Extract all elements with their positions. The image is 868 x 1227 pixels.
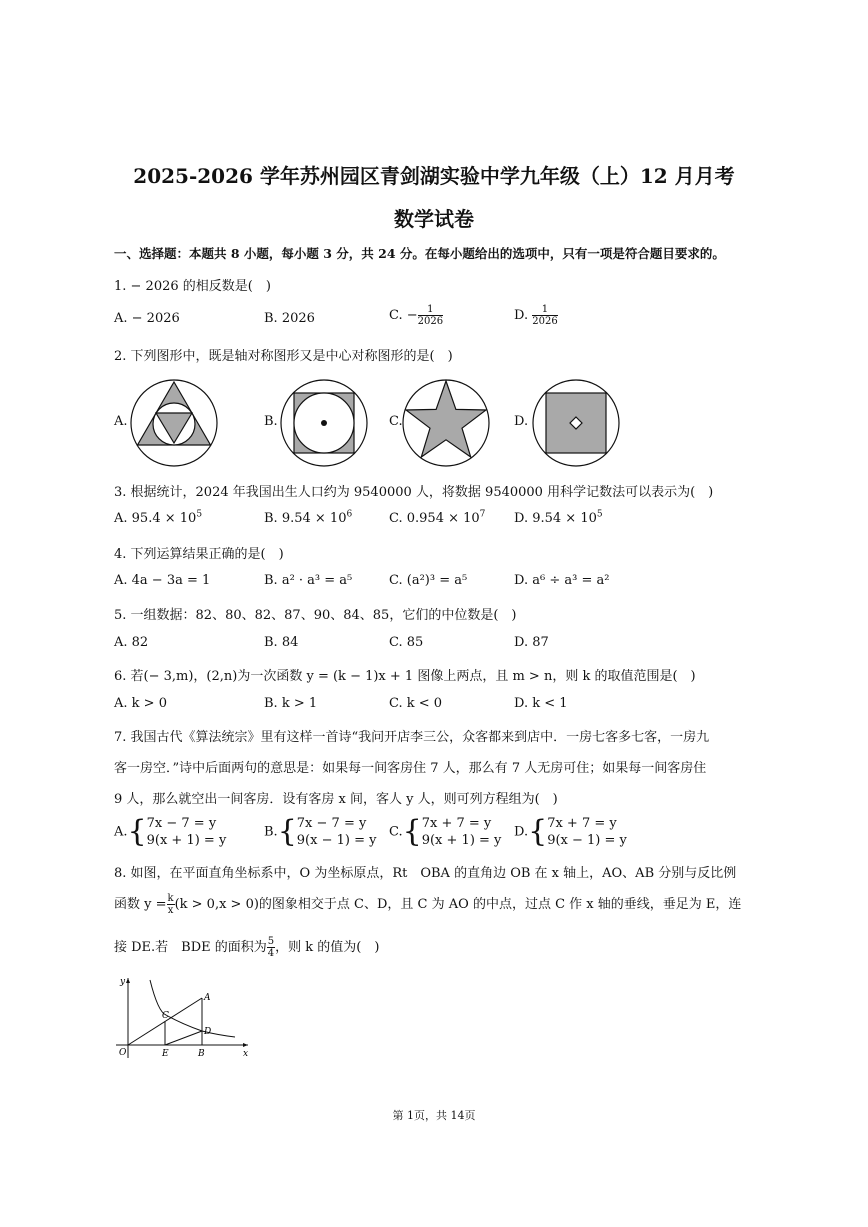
- q2-option-c-label: C.: [389, 414, 403, 429]
- label-x: x: [243, 1049, 249, 1059]
- question-2-stem: 2. 下列图形中，既是轴对称图形又是中心对称图形的是( ): [114, 349, 453, 364]
- exponent: 5: [596, 509, 603, 520]
- equation-2: 9(x − 1) = y: [296, 833, 377, 848]
- page-subtitle: 数学试卷: [394, 207, 474, 231]
- page-title: 2025-2026 学年苏州园区青剑湖实验中学九年级（上）12 月月考: [133, 164, 735, 188]
- question-3-stem: 3. 根据统计，2024 年我国出生人口约为 9540000 人，将数据 9540000 用科学记数法可以表示为( ): [114, 485, 714, 500]
- q2-figure-d: [530, 377, 622, 469]
- page-footer: 第 1页，共 14页: [392, 1109, 476, 1122]
- section-heading: 一、选择题：本题共 8 小题，每小题 3 分，共 24 分。在每小题给出的选项中，只有一项是符合题目要求的。: [114, 246, 725, 261]
- q6-option-d: D. k < 1: [514, 696, 568, 711]
- q7-option-a: [114, 815, 226, 849]
- label-e: E: [162, 1049, 169, 1059]
- q5-option-b: B. 84: [264, 635, 299, 650]
- label-c: C: [162, 1011, 169, 1021]
- question-8-line-2: [114, 893, 741, 916]
- segment-de: [165, 1031, 202, 1045]
- q6-option-b: B. k > 1: [264, 696, 318, 711]
- exponent: 5: [196, 509, 203, 520]
- label-d: D: [204, 1027, 212, 1037]
- question-4-stem: 4. 下列运算结果正确的是( ): [114, 547, 284, 562]
- q1-option-d-prefix: D.: [514, 308, 533, 323]
- q1-option-c-prefix: C. −: [389, 308, 418, 323]
- equation-1: 7x + 7 = y: [421, 816, 492, 831]
- text-segment: ，则 k 的值为( ): [275, 940, 380, 955]
- equation-2: 9(x + 1) = y: [146, 833, 227, 848]
- equation-system: [297, 815, 377, 849]
- fraction-numerator: 1: [418, 304, 443, 316]
- label-y: y: [120, 977, 126, 987]
- q2-figure-a: [128, 377, 220, 469]
- q1-option-c-fraction: [418, 304, 443, 327]
- q5-option-c: C. 85: [389, 635, 424, 650]
- brace-icon: {: [127, 814, 147, 849]
- question-8-line-1: 8. 如图，在平面直角坐标系中，O 为坐标原点，Rt OBA 的直角边 OB 在 x 轴上，AO、AB 分别与反比例: [114, 866, 737, 881]
- fraction-numerator: 1: [532, 304, 557, 316]
- q1-option-d-fraction: [532, 304, 557, 327]
- q3-option-b-text: B. 9.54 × 10: [264, 511, 347, 526]
- q3-option-c-text: C. 0.954 × 10: [389, 511, 480, 526]
- q3-option-c: [389, 511, 485, 526]
- q5-option-a: A. 82: [114, 635, 149, 650]
- option-label: C.: [389, 824, 403, 840]
- question-1-stem: 1. − 2026 的相反数是( ): [114, 279, 271, 294]
- q3-option-d: [514, 511, 603, 526]
- equation-system: [422, 815, 502, 849]
- equation-2: 9(x − 1) = y: [547, 833, 627, 848]
- q1-option-c: [389, 304, 443, 327]
- q4-option-a: A. 4a − 3a = 1: [114, 573, 211, 588]
- equation-2: 9(x + 1) = y: [421, 833, 502, 848]
- question-6-stem: 6. 若(− 3,m)，(2,n)为一次函数 y = (k − 1)x + 1 图像上两点，且 m > n，则 k 的取值范围是( ): [114, 669, 696, 684]
- option-label: A.: [114, 824, 128, 840]
- q4-option-d: D. a⁶ ÷ a³ = a²: [514, 573, 610, 588]
- equation-system: [547, 815, 627, 849]
- question-5-stem: 5. 一组数据：82、80、82、87、90、84、85，它们的中位数是( ): [114, 608, 517, 623]
- q3-option-a: [114, 511, 202, 526]
- equation-1: 7x − 7 = y: [296, 816, 367, 831]
- q7-option-d: [514, 815, 627, 849]
- equation-system: [147, 815, 227, 849]
- text-segment: 函数 y =: [114, 897, 167, 912]
- question-7-line-2: 客一房空．”诗中后面两句的意思是：如果每一间客房住 7 人，那么有 7 人无房可住；如果每一间客房住: [114, 761, 707, 776]
- q6-option-a: A. k > 0: [114, 696, 167, 711]
- equation-1: 7x + 7 = y: [547, 816, 617, 831]
- q6-option-c: C. k < 0: [389, 696, 443, 711]
- q5-option-d: D. 87: [514, 635, 549, 650]
- exponent: 7: [479, 509, 486, 520]
- q2-figure-b: [278, 377, 370, 469]
- exponent: 6: [346, 509, 353, 520]
- hyperbola-curve: [150, 980, 235, 1037]
- question-7-line-3: 9 人，那么就空出一间客房．设有客房 x 间，客人 y 人，则可列方程组为( ): [114, 792, 558, 807]
- q7-option-b: [264, 815, 376, 849]
- q1-option-a: A. − 2026: [114, 311, 180, 326]
- option-label: D.: [514, 824, 529, 840]
- q2-option-a-label: A.: [114, 414, 128, 429]
- q1-option-b: B. 2026: [264, 311, 315, 326]
- question-8-line-3: [114, 936, 379, 959]
- fraction-denominator: 2026: [532, 316, 558, 327]
- text-segment: 接 DE.若 BDE 的面积为: [114, 940, 267, 955]
- q1-option-d: [514, 304, 558, 327]
- fraction-five-fourths: [267, 936, 275, 959]
- q4-option-c: C. (a²)³ = a⁵: [389, 573, 468, 588]
- q2-option-d-label: D.: [514, 414, 529, 429]
- fraction-k-over-x: [167, 893, 175, 916]
- brace-icon: {: [528, 814, 548, 849]
- q4-option-b: B. a² · a³ = a⁵: [264, 573, 353, 588]
- q7-option-c: [389, 815, 501, 849]
- text-segment: (k > 0,x > 0)的图象相交于点 C、D，且 C 为 AO 的中点，过点 C 作 x 轴的垂线，垂足为 E，连: [174, 897, 742, 912]
- brace-icon: {: [402, 814, 422, 849]
- fraction-numerator: k: [167, 893, 174, 904]
- fraction-numerator: 5: [267, 936, 275, 947]
- q3-option-b: [264, 511, 352, 526]
- label-a: A: [204, 993, 211, 1003]
- option-label: B.: [264, 824, 278, 840]
- fraction-denominator: 2026: [417, 316, 444, 327]
- q2-figure-c: [400, 377, 492, 469]
- q3-option-d-text: D. 9.54 × 10: [514, 511, 597, 526]
- q8-coordinate-figure: [110, 968, 260, 1063]
- question-7-line-1: 7. 我国古代《算法统宗》里有这样一首诗“我问开店李三公，众客都来到店中．一房七客多七客，一房九: [114, 730, 710, 745]
- brace-icon: {: [277, 814, 297, 849]
- fraction-denominator: x: [167, 905, 174, 916]
- label-b: B: [198, 1049, 205, 1059]
- label-o: O: [119, 1048, 127, 1058]
- q3-option-a-text: A. 95.4 × 10: [114, 511, 197, 526]
- equation-1: 7x − 7 = y: [146, 816, 217, 831]
- fraction-denominator: 4: [267, 948, 275, 959]
- q2-option-b-label: B.: [264, 414, 278, 429]
